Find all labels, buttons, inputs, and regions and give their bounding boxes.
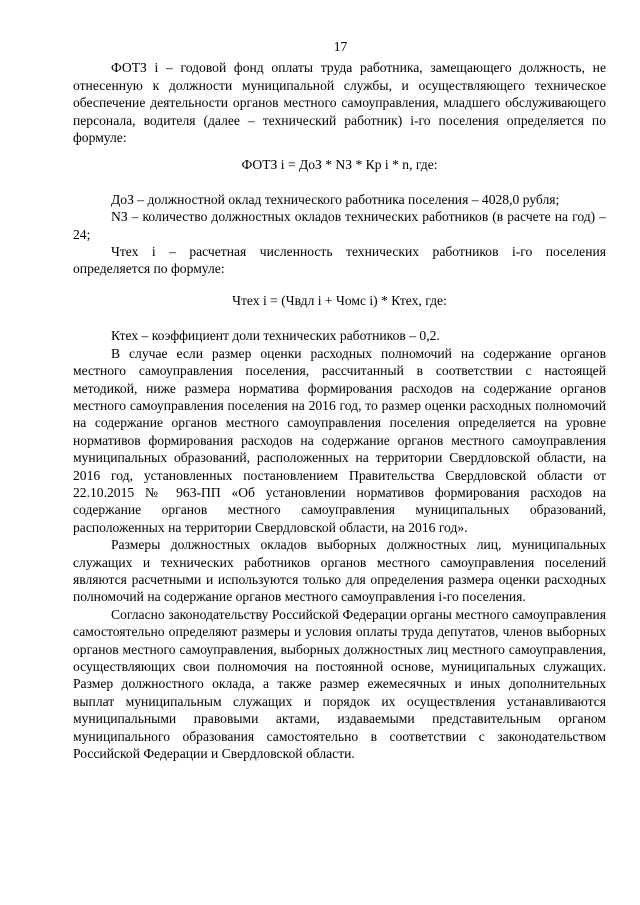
paragraph-doz: ДоЗ – должностной оклад технического работника поселения – 4028,0 рубля; xyxy=(111,191,560,207)
page-number: 17 xyxy=(333,39,348,54)
paragraph-legislation: Согласно законодательству Российской Федерации органы местного самоуправления самостоятельно определяют размеры и условия оплаты труда депутатов, членов выборных органов местного самоуправления, выборных должностных лиц местного самоуправления, осуществляющих свои полномочия на постоянной основе, муниципальных служащих. Размер должностного оклада, а также размер ежемесячных и иных дополнительных выплат муниципальным служащих и порядок их осуществления устанавливаются муниципальными правовыми актами, издаваемыми представительным органом муниципального образования самостоятельно в соответствии с законодательством Российской Федерации и Свердловской области. xyxy=(73,606,606,762)
paragraph-normative-case: В случае если размер оценки расходных полномочий на содержание органов местного самоуправления поселения, рассчитанный в соответствии с настоящей методикой, ниже размера норматива формирования расходов на содержание органов местного самоуправления поселения на 2016 год, то размер оценки расходных полномочий на содержание органов местного самоуправления поселения определяется на уровне нормативов формирования расходов на содержание органов местного самоуправления муниципальных образований, расположенных на территории Свердловской области, на 2016 год, установленных постановлением Правительства Свердловской области от 22.10.2015 № 963-ПП «Об установлении нормативов формирования расходов на содержание органов местного самоуправления муниципальных образований, расположенных на территории Свердловской области, на 2016 год». xyxy=(73,345,606,535)
paragraph-kteh: Ктех – коэффициент доли технических работников – 0,2. xyxy=(111,328,440,344)
paragraph-salary-sizes: Размеры должностных окладов выборных должностных лиц, муниципальных служащих и технических работников органов местного самоуправления поселений являются расчетными и используются только для определения размера оценки расходных полномочий на содержание органов местного самоуправления i-го поселения. xyxy=(73,537,606,605)
paragraph-chteh: Чтех i – расчетная численность технических работников i-го поселения определяется по формуле: xyxy=(73,244,606,277)
formula-fotz: ФОТЗ i = ДоЗ * NЗ * Кр i * n, где: xyxy=(241,157,438,173)
paragraph-fotz-definition: ФОТЗ i – годовой фонд оплаты труда работника, замещающего должность, не отнесенную к должности муниципальной службы, и осуществляющего техническое обеспечение деятельности органов местного самоуправления, младшего обслуживающего персонала, водителя (далее – технический работник) i-го поселения определяется по формуле: xyxy=(73,60,606,146)
formula-chteh: Чтех i = (Чвдл i + Чомс i) * Ктех, где: xyxy=(232,292,447,308)
paragraph-nz: NЗ – количество должностных окладов технических работников (в расчете на год) – 24; xyxy=(73,209,606,242)
